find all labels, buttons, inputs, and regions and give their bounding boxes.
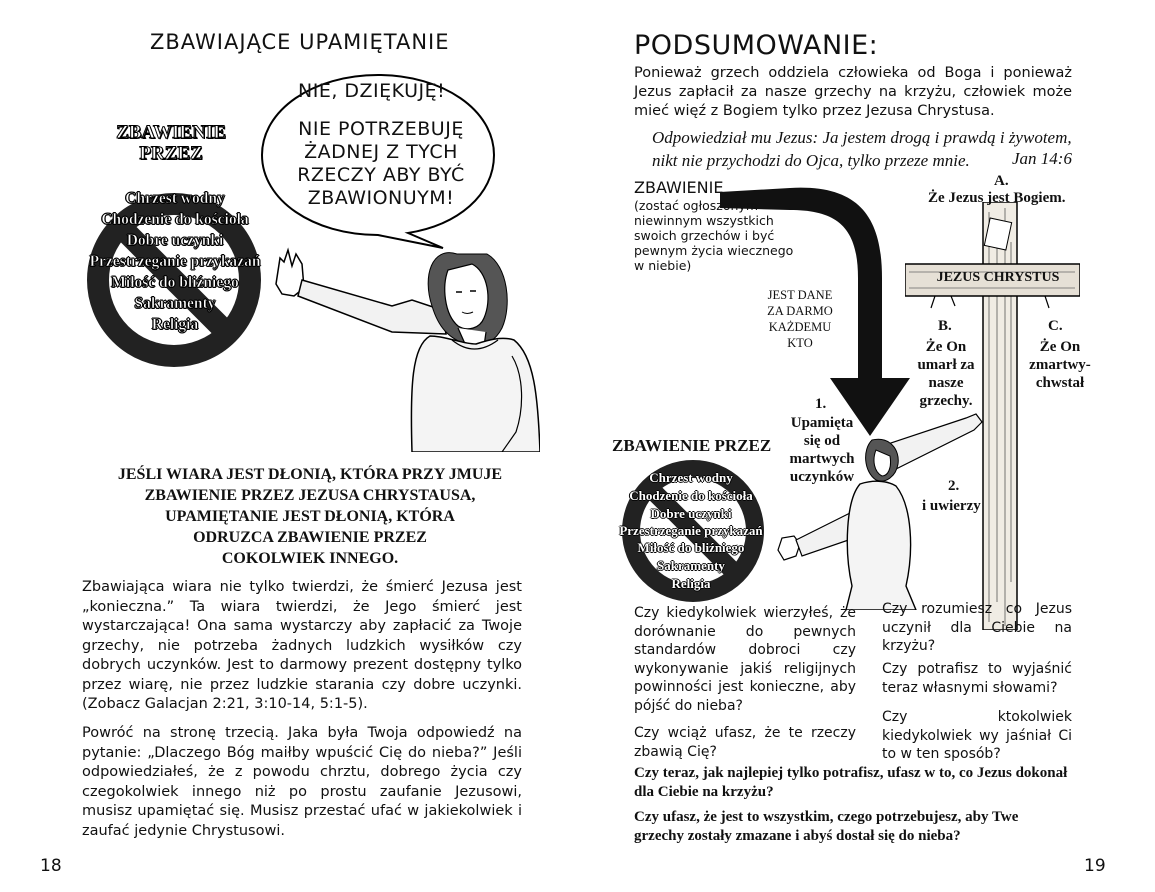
bible-verse [652, 126, 1072, 172]
given-freely-text: JEST DANE ZA DARMO KAŻDEMU KTO [767, 288, 833, 350]
verse-line-1: Odpowiedział mu Jezus: Ja jestem drogą i prawdą i żywotem, [652, 128, 1072, 147]
verse-reference: Jan 14:6 [1012, 149, 1072, 168]
heading-line-4: ODRUZCA ZBAWIENIE PRZEZ [193, 529, 427, 546]
list-item: Sakramenty [134, 295, 216, 312]
bold-question-1: Czy teraz, jak najlepiej tylko potrafisz, ufasz w to, co Jezus dokonał dla Ciebie na krzyżu? [634, 765, 1068, 800]
bold-question-2: Czy ufasz, że jest to wszystkim, czego potrzebujesz, aby Twe grzechy zostały zmazane i abyś dostał się do nieba? [634, 809, 1019, 844]
page-number-left: 18 [40, 856, 62, 876]
question-1: Czy kiedykolwiek wierzyłeś, że dorównanie do pewnych standardów dobroci czy wykonywanie jakiś religijnych powinności jest konieczne, aby pójść do nieba? [634, 605, 856, 714]
speech-line-2: NIE POTRZEBUJĘ [298, 118, 464, 140]
left-page-title: ZBAWIAJĄCE UPAMIĘTANIE [150, 30, 450, 54]
page-number-right: 19 [1084, 856, 1106, 876]
list-item: Dobre uczynki [650, 506, 732, 521]
salvation-by-line-2: PRZEZ [139, 143, 203, 164]
point-c-text: Że On zmartwy-chwstał [1029, 339, 1091, 391]
list-item: Chrzest wodny [125, 190, 225, 207]
list-item: Przestrzeganie przykazań [89, 253, 261, 270]
point-b-label: B. [938, 318, 952, 334]
list-item: Religia [151, 316, 199, 333]
step-1-number: 1. [815, 396, 827, 412]
list-item: Chrzest wodny [649, 470, 733, 485]
heading-line-2: ZBAWIENIE PRZEZ JEZUSA CHRYSTAUSA, [144, 487, 476, 504]
list-item: Miłość do bliźniego [637, 540, 745, 555]
salvation-by-heading [96, 122, 246, 164]
speech-line-5: ZBAWIONUYM! [307, 187, 455, 209]
list-item: Chodzenie do kościoła [101, 211, 249, 228]
point-a-label: A. [994, 173, 1009, 189]
step-2-text: i uwierzy [922, 498, 981, 514]
question-2: Czy wciąż ufasz, że te rzeczy zbawią Cię? [634, 725, 856, 760]
speech-line-1: NIE, DZIĘKUJĘ! [298, 80, 446, 102]
left-paragraph-1: Zbawiająca wiara nie tylko twierdzi, że śmierć Jezusa jest „konieczna.” Ta wiara twierdzi, że Jego śmierć jest wystarczająca! Ona sama wystarczy aby zapłacić za Twoje grzechy, nie potrzeba żadnych ludzkich wysiłków czy dobrych uczynków. Jest to darmowy prezent dostępny tylko przez wiarę, nie przez ludzkie starania czy dobre uczynki. (Zobacz Galacjan 2:21, 3:10-14, 5:1-5). [82, 579, 522, 712]
right-page-title: PODSUMOWANIE: [634, 30, 879, 61]
speech-line-4: RZECZY ABY BYĆ [297, 164, 465, 186]
verse-line-2: nikt nie przychodzi do Ojca, tylko przeze mnie. [652, 151, 970, 170]
left-page-heading [100, 464, 520, 569]
salvation-by-line-1: ZBAWIENIE [116, 122, 226, 143]
heading-line-3: UPAMIĘTANIE JEST DŁONIĄ, KTÓRA [165, 508, 455, 525]
list-item: Przestrzeganie przykazań [619, 523, 763, 538]
list-item: Miłość do bliźniego [111, 274, 239, 291]
question-5: Czy ktokolwiek kiedykolwiek wy jaśniał Ci to w ten sposób? [882, 709, 1072, 762]
woman-refusing-illustration [262, 236, 540, 452]
question-4: Czy potrafisz to wyjaśnić teraz własnymi słowami? [882, 661, 1072, 696]
point-b-text: Że On umarł za nasze grzechy. [917, 339, 975, 409]
salvation-by-label: ZBAWIENIE PRZEZ [612, 436, 772, 455]
list-item: Sakramenty [657, 558, 725, 573]
point-a-text: Że Jezus jest Bogiem. [928, 190, 1066, 206]
step-2-number: 2. [948, 478, 960, 494]
speech-line-3: ŻADNEJ Z TYCH [304, 141, 458, 163]
cross-sign-text: JEZUS CHRYSTUS [936, 270, 1060, 285]
summary-paragraph: Ponieważ grzech oddziela człowieka od Boga i ponieważ Jezus zapłacił za nasze grzechy na krzyżu, człowiek może mieć więź z Bogiem tylko przez Jezusa Chrystusa. [634, 65, 1072, 119]
salvation-label: ZBAWIENIE [634, 178, 724, 197]
heading-line-5: COKOLWIEK INNEGO. [221, 550, 399, 567]
left-paragraph-2: Powróć na stronę trzecią. Jaka była Twoja odpowiedź na pytanie: „Dlaczego Bóg maiłby wpuścić Cię do nieba?” Jeśli odpowiedziałeś, że z powodu chrztu, dobrego życia czy czegokolwiek innego niż po prostu zaufanie Jezusowi, musisz upamiętać się. Musisz przestać ufać w jakiekolwiek i zaufać jedynie Chrystusowi. [82, 725, 522, 839]
salvation-definition: (zostać ogłoszonym niewinnym wszystkich swoich grzechów i być pewnym życia wiecznego w niebie) [634, 198, 794, 273]
step-1-text: Upamięta się od martwych uczynków [789, 415, 855, 485]
point-c-label: C. [1048, 318, 1063, 334]
speech-text [286, 118, 476, 210]
heading-line-1: JEŚLI WIARA JEST DŁONIĄ, KTÓRA PRZY JMUJE [117, 466, 503, 483]
list-item: Religia [671, 576, 711, 591]
question-3: Czy rozumiesz co Jezus uczynił dla Ciebie na krzyżu? [882, 601, 1072, 654]
list-item: Chodzenie do kościoła [629, 488, 753, 503]
list-item: Dobre uczynki [126, 232, 224, 249]
